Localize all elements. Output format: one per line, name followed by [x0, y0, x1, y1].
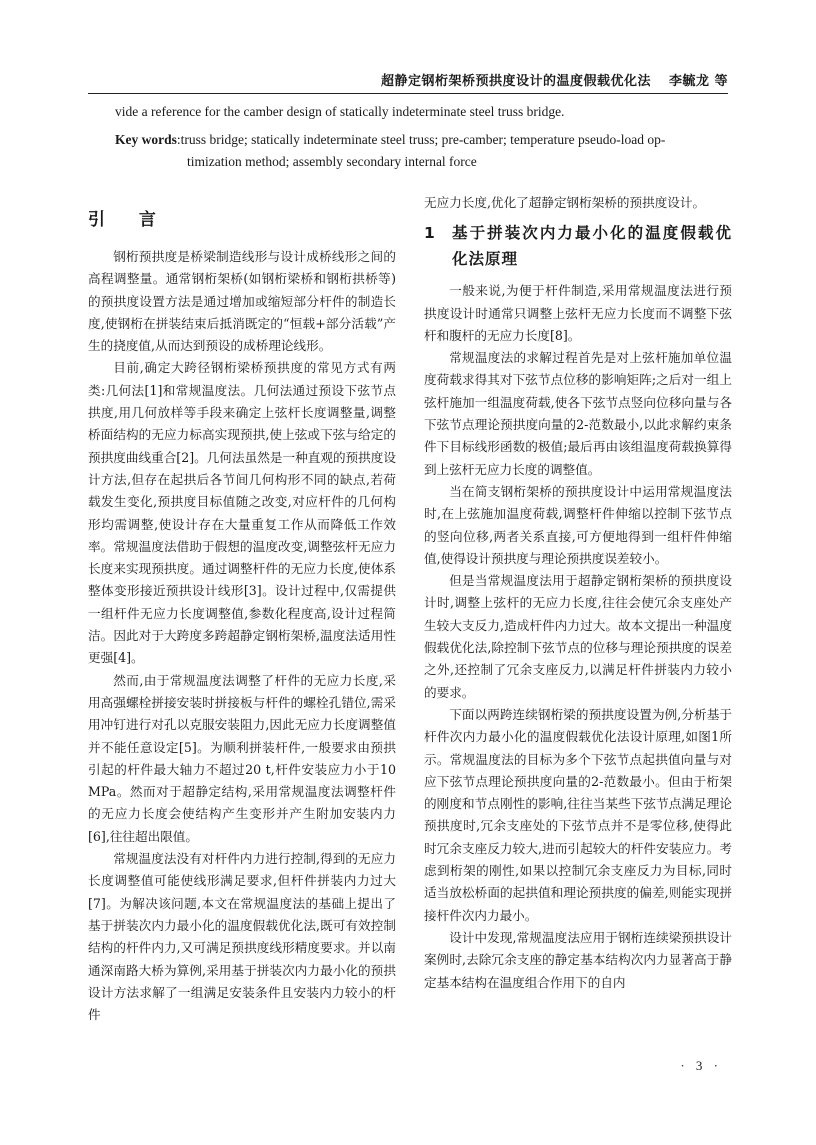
section-1-title: 基于拼装次内力最小化的温度假载优化法原理: [452, 224, 732, 269]
right-column: [424, 192, 732, 994]
section-1-paragraph: 当在简支钢桁架桥的预拱度设计中运用常规温度法时,在上弦施加温度荷载,调整杆件伸缩以控制下弦节点的竖向位移,两者关系直接,可方便地得到一组杆件伸缩值,使得设计预拱度与理论预拱度误差较小。: [424, 483, 732, 566]
header-rule: [88, 93, 728, 94]
left-column: [88, 200, 396, 1026]
header-title: 超静定钢桁架桥预拱度设计的温度假载优化法: [380, 74, 651, 89]
section-1-paragraph: 但是当常规温度法用于超静定钢桁架桥的预拱度设计时,调整上弦杆的无应力长度,往往会使冗余支座处产生较大支反力,造成杆件内力过大。故本文提出一种温度假载优化法,除控制下弦节点的位移与理论预拱度的误差之外,还控制了冗余支座反力,以满足杆件拼装内力较小的要求。: [424, 573, 732, 700]
section-1-paragraph: 设计中发现,常规温度法应用于钢桁连续梁预拱设计案例时,去除冗余支座的静定基本结构次内力显著高于静定基本结构在温度组合作用下的自内: [424, 929, 732, 990]
keywords-colon: :: [176, 132, 181, 147]
keywords: [115, 129, 735, 173]
keywords-label: Key words: [115, 132, 177, 147]
section-1-heading: [424, 220, 732, 272]
intro-paragraph: 目前,确定大跨径钢桁梁桥预拱度的常见方式有两类:几何法[1]和常规温度法。几何法通过预设下弦节点拱度,用几何放样等手段来确定上弦杆长度调整量,调整桥面结构的无应力标高实现预拱,使上弦或下弦与给定的预拱度曲线重合[2]。几何法虽然是一种直观的预拱度设计方法,但存在起拱后各节间几何构形不同的缺点,若荷载发生变化,预拱度目标值随之改变,对应杆件的几何构形均需调整,使设计存在大量重复工作从而降低工作效率。常规温度法借助于假想的温度改变,调整弦杆无应力长度来实现预拱度。通过调整杆件的无应力长度,使体系整体变形接近预拱设计线形[3]。设计过程中,仅需提供一组杆件无应力长度调整值,参数化程度高,设计过程简洁。因此对于大跨度多跨超静定钢桁架桥,温度法适用性更强[4]。: [88, 360, 396, 666]
intro-paragraph: 常规温度法没有对杆件内力进行控制,得到的无应力长度调整值可能使线形满足要求,但杆件拼装内力过大[7]。为解决该问题,本文在常规温度法的基础上提出了基于拼装次内力最小化的温度假载优化法,既可有效控制结构的杆件内力,又可满足预拱度线形精度要求。并以南通深南路大桥为算例,采用基于拼装次内力最小化的预拱设计方法求解了一组满足安装条件且安装内力较小的杆件: [88, 851, 396, 1023]
intro-paragraph: 然而,由于常规温度法调整了杆件的无应力长度,采用高强螺栓拼接安装时拼接板与杆件的螺栓孔错位,需采用冲钉进行对孔以克服安装阻力,因此无应力长度调整值并不能任意设定[5]。为顺利拼装杆件,一般要求由预拱引起的杆件最大轴力不超过20 t,杆件安装应力小于10 MPa。然而对于超静定结构,采用常规温度法调整杆件的无应力长度会使结构产生变形并产生附加安装内力[6],往往超出限值。: [88, 672, 396, 844]
keywords-line1: truss bridge; statically indeterminate steel truss; pre-camber; temperature pseudo-load op-: [180, 132, 666, 147]
section-1-paragraph: 一般来说,为便于杆件制造,采用常规温度法进行预拱度设计时通常只调整上弦杆无应力长度而不调整下弦杆和腹杆的无应力长度[8]。: [424, 283, 732, 343]
section-1-paragraph: 下面以两跨连续钢桁梁的预拱度设置为例,分析基于杆件次内力最小化的温度假载优化法设计原理,如图1所示。常规温度法的目标为多个下弦节点起拱值向量与对应下弦节点理论预拱度向量的2-范数最小。但由于桁架的刚度和节点刚性的影响,往往当某些下弦节点满足理论预拱度时,冗余支座处的下弦节点并不是零位移,使得此时冗余支座反力较大,进而引起较大的杆件安装应力。考虑到桁架的刚性,如果以控制冗余支座反力为目标,同时适当放松桥面的起拱值和理论预拱度的偏差,则能实现拼接杆件次内力最小。: [424, 706, 732, 923]
abstract-tail: vide a reference for the camber design of statically indeterminate steel truss bridge.: [115, 104, 565, 119]
page-number: · 3 ·: [680, 1058, 722, 1073]
header-authors: 李毓龙 等: [668, 74, 728, 89]
intro-paragraph: 钢桁预拱度是桥梁制造线形与设计成桥线形之间的高程调整量。通常钢桁架桥(如钢桁梁桥和钢桁拱桥等)的预拱度设置方法是通过增加或缩短部分杆件的制造长度,使钢桁在拼装结束后抵消既定的“恒载+部分活载”产生的挠度值,从而达到预设的成桥理论线形。: [88, 249, 396, 354]
keywords-line2: timization method; assembly secondary internal force: [187, 154, 477, 169]
section-1-number: 1: [424, 224, 435, 243]
section-1-paragraph: 常规温度法的求解过程首先是对上弦杆施加单位温度荷载求得其对下弦节点位移的影响矩阵;之后对一组上弦杆施加一组温度荷载,使各下弦节点竖向位移向量与各下弦节点理论预拱度向量的2-范数最小,以此求解约束条件下目标线形函数的极值;最后再由该组温度荷载换算得到上弦杆无应力长度的调整值。: [424, 350, 732, 477]
running-header: [381, 70, 728, 89]
intro-continuation: 无应力长度,优化了超静定钢桁架桥的预拱度设计。: [424, 195, 706, 210]
intro-heading: 引 言: [88, 210, 170, 230]
